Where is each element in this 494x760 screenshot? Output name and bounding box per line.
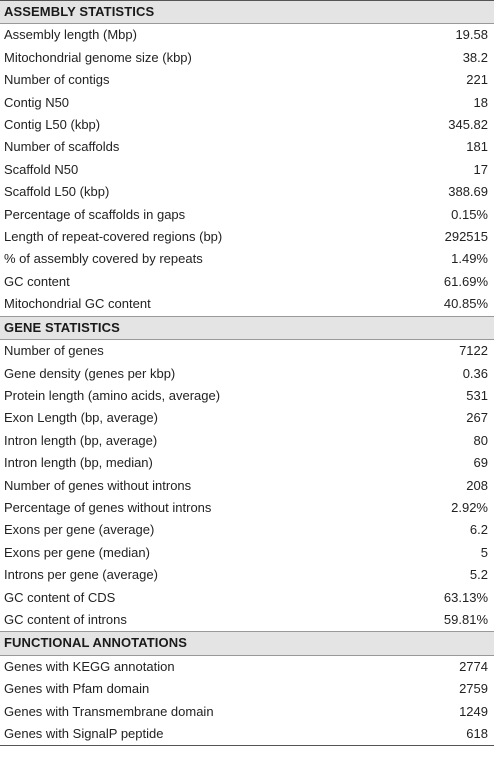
table-row <box>0 475 494 497</box>
row-label: Exons per gene (average) <box>4 522 155 538</box>
row-value: 267 <box>466 410 488 426</box>
row-label: GC content of introns <box>4 611 127 627</box>
row-label: Gene density (genes per kbp) <box>4 365 176 381</box>
table-row <box>0 407 494 429</box>
table-row <box>0 204 494 226</box>
table-row <box>0 226 494 248</box>
row-value: 80 <box>473 432 488 448</box>
row-label: Contig N50 <box>4 94 70 110</box>
table-row <box>0 701 494 723</box>
section-header <box>0 1 494 24</box>
row-label: Exons per gene (median) <box>4 544 150 560</box>
row-value: 6.2 <box>469 522 488 538</box>
row-label: Intron length (bp, median) <box>4 455 153 471</box>
row-value: 208 <box>466 477 488 493</box>
table-row <box>0 363 494 385</box>
row-label: Number of contigs <box>4 72 110 88</box>
row-label: Percentage of scaffolds in gaps <box>4 206 186 222</box>
table-row <box>0 542 494 564</box>
row-label: Protein length (amino acids, average) <box>4 387 221 403</box>
row-value: 1.49% <box>451 251 488 267</box>
table-row <box>0 340 494 363</box>
row-label: Percentage of genes without introns <box>4 499 212 515</box>
row-value: 531 <box>466 387 488 403</box>
row-label: Contig L50 (kbp) <box>4 117 101 133</box>
row-value: 19.58 <box>455 27 488 43</box>
row-label: GC content of CDS <box>4 589 116 605</box>
row-label: Length of repeat-covered regions (bp) <box>4 229 223 245</box>
row-label: Genes with KEGG annotation <box>4 658 175 674</box>
statistics-table-body <box>0 1 494 746</box>
row-value: 61.69% <box>443 273 488 289</box>
row-label: Genes with SignalP peptide <box>0 723 403 746</box>
table-row <box>0 519 494 541</box>
row-value: 618 <box>403 723 494 746</box>
table-row <box>0 564 494 586</box>
table-row <box>0 181 494 203</box>
table-row <box>0 136 494 158</box>
row-label: Mitochondrial GC content <box>4 296 151 312</box>
row-label: Assembly length (Mbp) <box>4 27 137 43</box>
table-row <box>0 609 494 632</box>
table-row <box>0 452 494 474</box>
row-value: 17 <box>473 161 488 177</box>
table-row <box>0 385 494 407</box>
table-row <box>0 69 494 91</box>
table-row <box>0 430 494 452</box>
section-header <box>0 632 494 655</box>
row-value: 2.92% <box>451 499 488 515</box>
row-value: 69 <box>473 455 488 471</box>
row-value: 292515 <box>444 229 488 245</box>
row-value: 221 <box>466 72 488 88</box>
table-row <box>0 587 494 609</box>
row-label: % of assembly covered by repeats <box>4 251 203 267</box>
table-row <box>0 159 494 181</box>
row-label: Genes with Transmembrane domain <box>4 703 214 719</box>
row-value: 18 <box>473 94 488 110</box>
row-value: 1249 <box>459 703 488 719</box>
table-row <box>0 248 494 270</box>
row-label: Number of scaffolds <box>4 139 120 155</box>
row-label: Genes with Pfam domain <box>4 681 150 697</box>
table-row <box>0 678 494 700</box>
row-label: Number of genes without introns <box>4 477 192 493</box>
table-row <box>0 497 494 519</box>
table-row <box>0 114 494 136</box>
row-label: Introns per gene (average) <box>4 567 158 583</box>
row-value: 63.13% <box>443 589 488 605</box>
row-label: GC content <box>4 273 70 289</box>
row-label: Number of genes <box>4 343 104 359</box>
row-value: 5.2 <box>469 567 488 583</box>
row-value: 5 <box>480 544 488 560</box>
table-row <box>0 293 494 316</box>
table-row <box>0 655 494 678</box>
table-row <box>0 24 494 47</box>
row-label: Mitochondrial genome size (kbp) <box>4 49 192 65</box>
row-label: Intron length (bp, average) <box>4 432 158 448</box>
table-row <box>0 92 494 114</box>
row-value: 0.36 <box>462 365 488 381</box>
row-value: 2774 <box>459 658 488 674</box>
row-value: 0.15% <box>451 206 488 222</box>
section-title: FUNCTIONAL ANNOTATIONS <box>0 632 494 655</box>
table-row <box>0 271 494 293</box>
section-title: GENE STATISTICS <box>0 316 494 339</box>
table-row <box>0 723 494 746</box>
row-value: 2759 <box>459 681 488 697</box>
section-title: ASSEMBLY STATISTICS <box>0 1 494 24</box>
table-row <box>0 47 494 69</box>
row-value: 40.85% <box>443 296 488 312</box>
row-label: Scaffold N50 <box>4 161 79 177</box>
section-header <box>0 316 494 339</box>
row-value: 181 <box>466 139 488 155</box>
row-label: Scaffold L50 (kbp) <box>4 184 110 200</box>
row-value: 38.2 <box>462 49 488 65</box>
row-value: 59.81% <box>443 611 488 627</box>
row-value: 388.69 <box>448 184 488 200</box>
row-value: 345.82 <box>448 117 488 133</box>
row-value: 7122 <box>459 343 488 359</box>
row-label: Exon Length (bp, average) <box>4 410 158 426</box>
